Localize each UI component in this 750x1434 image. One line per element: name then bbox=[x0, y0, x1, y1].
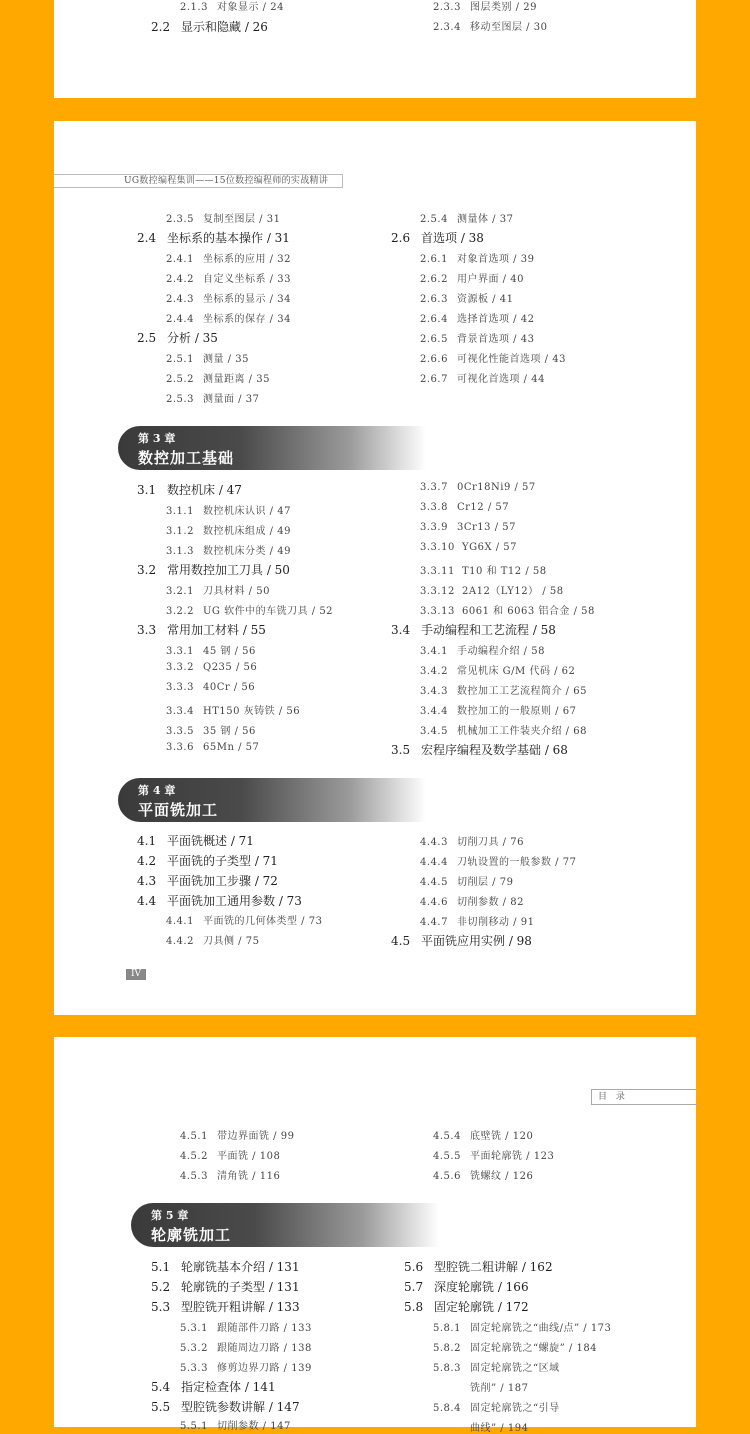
toc-entry: 3.1.2 数控机床组成 / 49 bbox=[166, 526, 291, 537]
toc-entry: 4.5.4 底壁铣 / 120 bbox=[433, 1131, 534, 1142]
toc-entry: 2.3.5 复制至图层 / 31 bbox=[166, 214, 281, 225]
toc-entry: 4.4.3 切削刀具 / 76 bbox=[420, 837, 524, 848]
toc-entry: 5.2 轮廓铣的子类型 / 131 bbox=[151, 1280, 300, 1294]
toc-entry: 2.5.1 测量 / 35 bbox=[166, 354, 249, 365]
toc-entry-continued: 曲线” / 194 bbox=[470, 1423, 529, 1434]
toc-entry: 4.5.6 铣螺纹 / 126 bbox=[433, 1171, 534, 1182]
toc-entry: 3.3.4 HT150 灰铸铁 / 56 bbox=[166, 706, 301, 717]
toc-entry: 5.4 指定检查体 / 141 bbox=[151, 1380, 276, 1394]
toc-entry: 2.6 首选项 / 38 bbox=[391, 231, 484, 245]
toc-entry: 3.3 常用加工材料 / 55 bbox=[137, 623, 266, 637]
toc-entry: 5.3.2 跟随周边刀路 / 138 bbox=[180, 1343, 312, 1354]
toc-entry: 3.4 手动编程和工艺流程 / 58 bbox=[391, 623, 556, 637]
toc-entry: 5.8.1 固定轮廓铣之“曲线/点” / 173 bbox=[433, 1323, 612, 1334]
toc-entry: 2.3.4 移动至图层 / 30 bbox=[433, 22, 548, 33]
toc-entry: 4.4.2 刀具侧 / 75 bbox=[166, 936, 260, 947]
toc-entry: 3.4.3 数控加工工艺流程简介 / 65 bbox=[420, 686, 587, 697]
toc-entry: 4.1 平面铣概述 / 71 bbox=[137, 834, 254, 848]
toc-entry: 3.3.2 Q235 / 56 bbox=[166, 662, 258, 673]
toc-entry: 3.2.2 UG 软件中的车铣刀具 / 52 bbox=[166, 606, 334, 617]
toc-entry: 5.3.1 跟随部件刀路 / 133 bbox=[180, 1323, 312, 1334]
toc-entry: 2.4 坐标系的基本操作 / 31 bbox=[137, 231, 290, 245]
toc-entry: 3.2.1 刀具材料 / 50 bbox=[166, 586, 270, 597]
toc-entry: 3.2 常用数控加工刀具 / 50 bbox=[137, 563, 290, 577]
toc-entry: 4.5.5 平面轮廓铣 / 123 bbox=[433, 1151, 555, 1162]
toc-entry: 5.5 型腔铣参数讲解 / 147 bbox=[151, 1400, 300, 1414]
toc-entry: 3.1.1 数控机床认识 / 47 bbox=[166, 506, 291, 517]
toc-entry: 4.5.1 带边界面铣 / 99 bbox=[180, 1131, 295, 1142]
toc-entry: 5.8 固定轮廓铣 / 172 bbox=[404, 1300, 529, 1314]
toc-entry: 2.5.2 测量距离 / 35 bbox=[166, 374, 270, 385]
book-page-top bbox=[54, 0, 696, 98]
toc-entry: 3.5 宏程序编程及数学基础 / 68 bbox=[391, 743, 568, 757]
toc-entry: 5.3.3 修剪边界刀路 / 139 bbox=[180, 1363, 312, 1374]
toc-entry: 5.7 深度轮廓铣 / 166 bbox=[404, 1280, 529, 1294]
toc-entry: 3.3.6 65Mn / 57 bbox=[166, 742, 260, 753]
toc-entry: 2.4.3 坐标系的显示 / 34 bbox=[166, 294, 291, 305]
toc-entry: 2.5 分析 / 35 bbox=[137, 331, 218, 345]
running-header: UG数控编程集训——15位数控编程师的实战精讲 bbox=[54, 174, 343, 188]
toc-entry: 2.6.5 背景首选项 / 43 bbox=[420, 334, 535, 345]
toc-entry: 5.6 型腔铣二粗讲解 / 162 bbox=[404, 1260, 553, 1274]
toc-entry: 4.5.2 平面铣 / 108 bbox=[180, 1151, 281, 1162]
page-number: IV bbox=[126, 969, 146, 980]
toc-entry: 4.4.4 刀轨设置的一般参数 / 77 bbox=[420, 857, 577, 868]
running-header: 目 录 bbox=[591, 1089, 697, 1105]
chapter-banner bbox=[118, 426, 426, 470]
toc-entry: 3.3.5 35 钢 / 56 bbox=[166, 726, 256, 737]
chapter-number: 第 3 章 bbox=[138, 432, 176, 445]
chapter-title: 数控加工基础 bbox=[138, 449, 235, 467]
toc-entry: 3.3.11 T10 和 T12 / 58 bbox=[420, 566, 547, 577]
toc-entry: 4.2 平面铣的子类型 / 71 bbox=[137, 854, 278, 868]
toc-entry: 2.6.4 选择首选项 / 42 bbox=[420, 314, 535, 325]
toc-entry: 3.4.2 常见机床 G/M 代码 / 62 bbox=[420, 666, 576, 677]
toc-entry: 3.3.9 3Cr13 / 57 bbox=[420, 522, 516, 533]
toc-entry: 2.4.2 自定义坐标系 / 33 bbox=[166, 274, 291, 285]
toc-entry: 3.3.7 0Cr18Ni9 / 57 bbox=[420, 482, 536, 493]
toc-entry: 2.6.2 用户界面 / 40 bbox=[420, 274, 524, 285]
toc-entry: 2.2 显示和隐藏 / 26 bbox=[151, 20, 268, 34]
toc-entry: 3.4.5 机械加工工件装夹介绍 / 68 bbox=[420, 726, 587, 737]
toc-entry: 5.1 轮廓铣基本介绍 / 131 bbox=[151, 1260, 300, 1274]
toc-entry: 3.4.1 手动编程介绍 / 58 bbox=[420, 646, 545, 657]
chapter-number: 第 4 章 bbox=[138, 784, 176, 797]
toc-entry: 5.8.3 固定轮廓铣之“区域 bbox=[433, 1363, 560, 1374]
chapter-title: 轮廓铣加工 bbox=[151, 1226, 232, 1244]
chapter-title: 平面铣加工 bbox=[138, 801, 219, 819]
toc-entry: 4.4.6 切削参数 / 82 bbox=[420, 897, 524, 908]
toc-entry: 4.5.3 清角铣 / 116 bbox=[180, 1171, 281, 1182]
chapter-banner bbox=[118, 778, 426, 822]
book-page-bottom bbox=[54, 1037, 696, 1434]
toc-entry: 4.3 平面铣加工步骤 / 72 bbox=[137, 874, 278, 888]
toc-entry: 3.3.12 2A12（LY12） / 58 bbox=[420, 586, 564, 597]
chapter-banner bbox=[131, 1203, 439, 1247]
toc-entry: 4.4.7 非切削移动 / 91 bbox=[420, 917, 535, 928]
toc-entry: 5.3 型腔铣开粗讲解 / 133 bbox=[151, 1300, 300, 1314]
toc-entry: 2.4.4 坐标系的保存 / 34 bbox=[166, 314, 291, 325]
toc-entry: 5.8.4 固定轮廓铣之“引导 bbox=[433, 1403, 560, 1414]
toc-entry: 2.5.3 测量面 / 37 bbox=[166, 394, 260, 405]
toc-entry: 3.3.3 40Cr / 56 bbox=[166, 682, 256, 693]
toc-entry: 2.6.6 可视化性能首选项 / 43 bbox=[420, 354, 566, 365]
chapter-number: 第 5 章 bbox=[151, 1209, 189, 1222]
toc-entry: 3.3.10 YG6X / 57 bbox=[420, 542, 518, 553]
toc-entry-continued: 铣削” / 187 bbox=[470, 1383, 529, 1394]
toc-entry: 3.4.4 数控加工的一般原则 / 67 bbox=[420, 706, 577, 717]
toc-entry: 2.6.7 可视化首选项 / 44 bbox=[420, 374, 545, 385]
toc-entry: 4.4.5 切削层 / 79 bbox=[420, 877, 514, 888]
toc-entry: 3.1 数控机床 / 47 bbox=[137, 483, 242, 497]
toc-entry: 2.3.3 图层类别 / 29 bbox=[433, 2, 537, 13]
toc-entry: 4.4.1 平面铣的几何体类型 / 73 bbox=[166, 916, 323, 927]
toc-entry: 2.6.1 对象首选项 / 39 bbox=[420, 254, 535, 265]
toc-entry: 5.5.1 切削参数 / 147 bbox=[180, 1421, 291, 1432]
toc-entry: 3.3.13 6061 和 6063 铝合金 / 58 bbox=[420, 606, 595, 617]
toc-entry: 3.3.8 Cr12 / 57 bbox=[420, 502, 510, 513]
toc-entry: 2.4.1 坐标系的应用 / 32 bbox=[166, 254, 291, 265]
toc-entry: 4.4 平面铣加工通用参数 / 73 bbox=[137, 894, 302, 908]
toc-entry: 5.8.2 固定轮廓铣之“螺旋” / 184 bbox=[433, 1343, 598, 1354]
toc-entry: 3.3.1 45 钢 / 56 bbox=[166, 646, 256, 657]
toc-entry: 3.1.3 数控机床分类 / 49 bbox=[166, 546, 291, 557]
book-page-middle bbox=[54, 121, 696, 1015]
toc-entry: 2.6.3 资源板 / 41 bbox=[420, 294, 514, 305]
toc-entry: 2.1.3 对象显示 / 24 bbox=[180, 2, 284, 13]
toc-entry: 2.5.4 测量体 / 37 bbox=[420, 214, 514, 225]
toc-entry: 4.5 平面铣应用实例 / 98 bbox=[391, 934, 532, 948]
